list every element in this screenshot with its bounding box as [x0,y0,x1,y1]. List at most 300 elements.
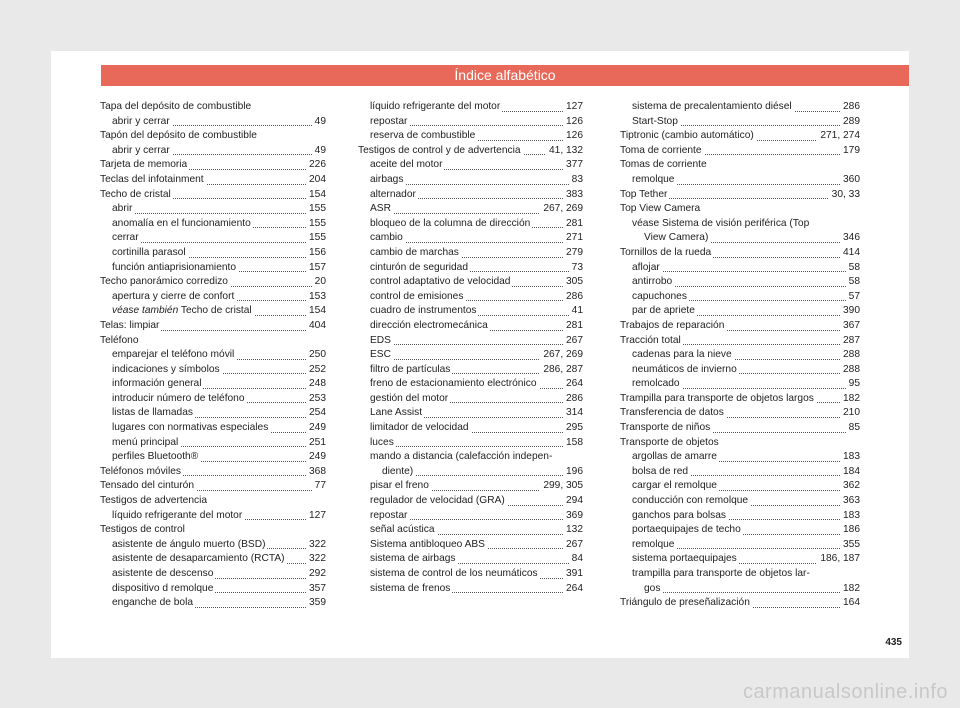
entry-page-ref[interactable]: 359 [306,596,326,611]
entry-page-ref[interactable]: 355 [840,538,860,553]
entry-page-ref[interactable]: 155 [306,217,326,232]
index-entry [620,552,860,567]
entry-page-ref[interactable]: 154 [306,188,326,203]
entry-term: Testigos de control [100,524,185,536]
index-entry [358,494,583,509]
index-entry [100,275,326,290]
index-entry [100,523,326,538]
entry-page-ref[interactable]: 186 [840,523,860,538]
entry-page-ref[interactable]: 183 [840,509,860,524]
entry-page-ref[interactable]: 383 [563,188,583,203]
index-entry [620,538,860,553]
entry-term: View Camera) [644,232,709,244]
entry-term: sistema de control de los neumáticos [370,568,538,579]
entry-term: remolque [632,173,675,185]
index-entry [620,202,860,217]
index-entry [358,144,583,159]
entry-term: Tapa del depósito de combustible [100,101,252,112]
index-entry [358,129,583,144]
entry-term: diente) [382,465,414,477]
entry-term: dispositivo d remolque [112,582,214,594]
index-entry [620,246,860,261]
index-entry [100,421,326,436]
entry-term: Tensado del cinturón [100,480,195,492]
index-entry [620,319,860,334]
entry-page-ref[interactable]: 155 [306,202,326,217]
entry-term: función antiaprisionamiento [112,261,237,273]
entry-page-ref[interactable]: 155 [306,231,326,246]
index-entry [100,290,326,305]
entry-term: véase Sistema de visión periférica (Top [632,217,810,229]
entry-page-ref[interactable]: 251 [306,436,326,451]
index-entry [620,158,860,173]
entry-term: aflojar [632,261,660,273]
entry-term: Tapón del depósito de combustible [100,130,257,142]
entry-term: argollas de amarre [632,451,717,463]
index-entry [100,188,326,203]
dot-leader [644,592,860,593]
index-entry [100,465,326,480]
entry-page-ref[interactable]: 85 [846,421,860,436]
entry-term: abrir [112,203,133,215]
entry-term: luces [370,436,394,448]
index-entry [620,377,860,392]
entry-page-ref[interactable]: 264 [563,377,583,392]
index-entry [100,509,326,524]
entry-page-ref[interactable]: 305 [563,275,583,290]
index-entry [620,115,860,130]
entry-term: Tarjeta de memoria [100,159,188,171]
entry-term: Teléfonos móviles [100,465,181,477]
entry-term: remolcado [632,378,680,390]
entry-page-ref[interactable]: 127 [563,100,583,115]
entry-page-ref[interactable]: 294 [563,494,583,509]
entry-page-ref[interactable]: 254 [306,406,326,421]
entry-page-ref[interactable]: 58 [846,275,860,290]
index-entry [100,129,326,144]
entry-page-ref[interactable]: 314 [563,406,583,421]
index-entry [100,406,326,421]
entry-page-ref[interactable]: 279 [563,246,583,261]
entry-term: sistema de airbags [370,553,456,565]
index-entry [620,421,860,436]
entry-page-ref[interactable]: 286 [563,392,583,407]
index-entry [358,115,583,130]
entry-page-ref[interactable]: 322 [306,552,326,567]
dot-leader [112,242,326,243]
index-entry [100,158,326,173]
index-entry [620,144,860,159]
index-entry [100,304,326,319]
index-entry [100,363,326,378]
entry-term: bolsa de red [632,465,689,477]
entry-term: Teclas del infotainment [100,173,204,185]
index-entry [100,348,326,363]
index-entry [620,261,860,276]
entry-term: dirección electromecánica [370,319,488,331]
entry-term: control de emisiones [370,290,464,302]
entry-page-ref[interactable]: 368 [306,465,326,480]
index-entry [620,173,860,188]
entry-page-ref[interactable]: 58 [846,261,860,276]
index-entry [358,261,583,276]
entry-page-ref[interactable]: 299, 305 [540,479,583,494]
index-entry [100,450,326,465]
entry-page-ref[interactable]: 126 [563,115,583,130]
index-entry [358,509,583,524]
entry-term: sistema de precalentamiento diésel [632,101,792,112]
index-entry [100,115,326,130]
entry-page-ref[interactable]: 286 [840,100,860,115]
index-entry [100,319,326,334]
index-entry [620,217,860,232]
entry-page-ref[interactable]: 179 [840,144,860,159]
index-entry [358,552,583,567]
entry-term: limitador de velocidad [370,422,469,434]
entry-page-ref[interactable]: 267 [563,334,583,349]
entry-page-ref[interactable]: 414 [840,246,860,261]
entry-page-ref[interactable]: 391 [563,567,583,582]
entry-page-ref[interactable]: 77 [312,479,326,494]
entry-page-ref[interactable]: 158 [563,436,583,451]
index-entry [620,231,860,246]
entry-term: anomalía en el funcionamiento [112,217,251,229]
entry-page-ref[interactable]: 41, 132 [546,144,583,159]
entry-term: pisar el freno [370,480,429,492]
index-entry [358,173,583,188]
index-entry [620,334,860,349]
entry-page-ref[interactable]: 267, 269 [540,202,583,217]
entry-page-ref[interactable]: 362 [840,479,860,494]
entry-page-ref[interactable]: 292 [306,567,326,582]
index-entry [100,377,326,392]
entry-term: Transporte de objetos [620,436,719,448]
entry-page-ref[interactable]: 367 [840,319,860,334]
entry-page-ref[interactable]: 250 [306,348,326,363]
index-entry [620,509,860,524]
entry-term: Telas: limpiar [100,319,160,331]
entry-page-ref[interactable]: 249 [306,450,326,465]
entry-term: Tornillos de la rueda [620,246,712,258]
watermark: carmanualsonline.info [742,681,948,703]
index-entry [100,494,326,509]
index-entry [358,275,583,290]
entry-page-ref[interactable]: 196 [563,465,583,480]
entry-term: repostar [370,115,408,127]
index-entry [358,479,583,494]
index-entry [358,465,583,480]
entry-page-ref[interactable]: 84 [569,552,583,567]
index-entry [100,231,326,246]
entry-page-ref[interactable]: 288 [840,363,860,378]
entry-term: Testigos de advertencia [100,495,208,507]
entry-term: cerrar [112,232,139,244]
index-entry [358,246,583,261]
index-entry [100,538,326,553]
entry-term: remolque [632,538,675,550]
entry-term: Sistema antibloqueo ABS [370,538,485,550]
entry-page-ref[interactable]: 95 [846,377,860,392]
entry-page-ref[interactable]: 281 [563,319,583,334]
entry-page-ref[interactable]: 281 [563,217,583,232]
entry-page-ref[interactable]: 57 [846,290,860,305]
entry-term: perfiles Bluetooth® [112,451,199,463]
entry-term: lugares con normativas especiales [112,422,269,434]
entry-page-ref[interactable]: 83 [569,173,583,188]
index-entry [358,334,583,349]
entry-term: ganchos para bolsas [632,509,727,521]
entry-term: portaequipajes de techo [632,524,741,536]
entry-term: cadenas para la nieve [632,349,732,361]
index-column-1 [100,100,326,611]
entry-page-ref[interactable]: 132 [563,523,583,538]
index-entry [358,202,583,217]
entry-term: Teléfono [100,334,139,346]
entry-term: capuchones [632,290,687,302]
page-header: Índice alfabético [101,65,909,86]
entry-page-ref[interactable]: 183 [840,450,860,465]
entry-page-ref[interactable]: 186, 187 [817,552,860,567]
entry-term: enganche de bola [112,597,194,609]
entry-page-ref[interactable]: 390 [840,304,860,319]
entry-term: Tracción total [620,334,681,346]
entry-page-ref[interactable]: 346 [840,231,860,246]
index-entry [358,304,583,319]
entry-term: Trampilla para transporte de objetos largos [620,392,814,404]
entry-term: mando a distancia (calefacción indepen- [370,451,553,463]
index-entry [358,319,583,334]
index-entry [358,582,583,597]
entry-page-ref[interactable]: 287 [840,334,860,349]
entry-term: repostar [370,509,408,521]
index-entry [620,450,860,465]
entry-term: información general [112,378,202,390]
index-entry [358,538,583,553]
dot-leader [632,271,860,272]
entry-page-ref[interactable]: 184 [840,465,860,480]
index-entry [620,494,860,509]
entry-page-ref[interactable]: 182 [840,392,860,407]
entry-term: regulador de velocidad (GRA) [370,495,505,507]
index-entry [358,406,583,421]
entry-page-ref[interactable]: 204 [306,173,326,188]
entry-term: asistente de ángulo muerto (BSD) [112,538,266,550]
entry-page-ref[interactable]: 210 [840,406,860,421]
entry-page-ref[interactable]: 153 [306,290,326,305]
entry-page-ref[interactable]: 73 [569,261,583,276]
entry-page-ref[interactable]: 226 [306,158,326,173]
entry-term: apertura y cierre de confort [112,290,235,302]
entry-page-ref[interactable]: 49 [312,144,326,159]
entry-term: abrir y cerrar [112,144,170,156]
entry-term: airbags [370,173,404,185]
entry-term: listas de llamadas [112,407,193,419]
index-entry [100,334,326,349]
index-entry [620,479,860,494]
entry-page-ref[interactable]: 30, 33 [829,188,860,203]
entry-term: Techo de cristal [100,188,171,200]
entry-term: asistente de desaparcamiento (RCTA) [112,553,285,565]
entry-page-ref[interactable]: 248 [306,377,326,392]
entry-page-ref[interactable]: 377 [563,158,583,173]
entry-term: líquido refrigerante del motor [112,509,243,521]
entry-term: bloqueo de la columna de dirección [370,217,531,229]
entry-term: señal acústica [370,524,435,536]
index-entry [358,363,583,378]
index-entry [620,275,860,290]
dot-leader [370,446,583,447]
entry-term-text: Techo de cristal [178,305,252,317]
index-entry [100,392,326,407]
index-entry [358,231,583,246]
entry-page-ref[interactable]: 288 [840,348,860,363]
entry-page-ref[interactable]: 41 [569,304,583,319]
entry-term: antirrobo [632,276,673,288]
index-entry [100,100,326,115]
index-entry [358,421,583,436]
index-entry [358,377,583,392]
entry-page-ref[interactable]: 264 [563,582,583,597]
entry-see-also: véase también [112,305,179,317]
entry-page-ref[interactable]: 126 [563,129,583,144]
entry-page-ref[interactable]: 164 [840,596,860,611]
entry-page-ref[interactable]: 357 [306,582,326,597]
entry-term: filtro de partículas [370,363,451,375]
index-entry [620,348,860,363]
index-entry [620,392,860,407]
entry-term: neumáticos de invierno [632,363,737,375]
entry-term: Trabajos de reparación [620,319,725,331]
entry-term: abrir y cerrar [112,115,170,127]
entry-term: cuadro de instrumentos [370,305,477,317]
index-entry [620,596,860,611]
entry-term: trampilla para transporte de objetos lar- [632,568,810,579]
entry-term: gestión del motor [370,392,449,404]
entry-term: Lane Assist [370,407,423,419]
index-entry [358,217,583,232]
entry-term: sistema de frenos [370,582,451,594]
entry-page-ref[interactable]: 127 [306,509,326,524]
entry-term: conducción con remolque [632,495,749,507]
index-entry [358,567,583,582]
entry-page-ref[interactable]: 252 [306,363,326,378]
entry-term: EDS [370,334,391,346]
index-entry [100,552,326,567]
entry-page-ref[interactable]: 295 [563,421,583,436]
index-entry [100,202,326,217]
index-entry [100,261,326,276]
entry-term: Top Tether [620,188,668,200]
index-entry [358,100,583,115]
entry-term: cambio [370,232,403,244]
index-entry [620,567,860,582]
entry-term: cargar el remolque [632,480,717,492]
index-entry [620,523,860,538]
entry-term: par de apriete [632,305,695,317]
entry-term: Tomas de corriente [620,159,707,171]
index-entry [100,567,326,582]
dot-leader [370,344,583,345]
index-entry [620,304,860,319]
index-entry [100,144,326,159]
index-entry [100,217,326,232]
entry-term: cinturón de seguridad [370,261,468,273]
entry-term: líquido refrigerante del motor [370,101,501,112]
entry-page-ref[interactable]: 289 [840,115,860,130]
index-column-2 [358,100,583,596]
entry-term: aceite del motor [370,159,443,171]
entry-page-ref[interactable]: 253 [306,392,326,407]
entry-term: Start-Stop [632,115,678,127]
entry-page-ref[interactable]: 267 [563,538,583,553]
index-entry [620,100,860,115]
entry-page-ref[interactable]: 49 [312,115,326,130]
index-column-3 [620,100,860,611]
entry-term: Toma de corriente [620,144,702,156]
page-number: 435 [885,637,902,648]
entry-term: control adaptativo de velocidad [370,276,511,288]
entry-term: cortinilla parasol [112,246,186,258]
entry-term: Tiptronic (cambio automático) [620,130,754,142]
entry-page-ref[interactable]: 157 [306,261,326,276]
entry-term: cambio de marchas [370,246,459,258]
index-entry [620,406,860,421]
entry-term [112,305,254,316]
entry-page-ref[interactable]: 271, 274 [817,129,860,144]
index-entry [358,450,583,465]
index-entry [358,348,583,363]
index-entry [620,582,860,597]
entry-term: asistente de descenso [112,568,214,579]
index-entry [358,523,583,538]
entry-page-ref[interactable]: 249 [306,421,326,436]
entry-page-ref[interactable]: 271 [563,231,583,246]
entry-term: introducir número de teléfono [112,392,245,404]
index-entry [620,436,860,451]
entry-term: ASR [370,203,391,215]
index-entry [100,246,326,261]
entry-page-ref[interactable]: 267, 269 [540,348,583,363]
entry-page-ref[interactable]: 360 [840,173,860,188]
entry-page-ref[interactable]: 286 [563,290,583,305]
index-entry [358,392,583,407]
dot-leader [112,213,326,214]
index-entry [620,465,860,480]
entry-term: ESC [370,349,391,361]
entry-term: Top View Camera [620,203,701,215]
index-entry [620,290,860,305]
entry-page-ref[interactable]: 369 [563,509,583,524]
entry-page-ref[interactable]: 20 [312,275,326,290]
entry-page-ref[interactable]: 156 [306,246,326,261]
entry-term: menú principal [112,436,179,448]
index-entry [358,158,583,173]
index-entry [620,129,860,144]
entry-page-ref[interactable]: 322 [306,538,326,553]
entry-page-ref[interactable]: 182 [840,582,860,597]
index-entry [100,582,326,597]
entry-page-ref[interactable]: 404 [306,319,326,334]
index-entry [620,363,860,378]
index-entry [358,188,583,203]
entry-term: emparejar el teléfono móvil [112,349,235,361]
index-entry [100,596,326,611]
entry-term: gos [644,582,661,594]
entry-page-ref[interactable]: 154 [306,304,326,319]
entry-page-ref[interactable]: 286, 287 [540,363,583,378]
entry-term: freno de estacionamiento electrónico [370,378,537,390]
entry-page-ref[interactable]: 363 [840,494,860,509]
